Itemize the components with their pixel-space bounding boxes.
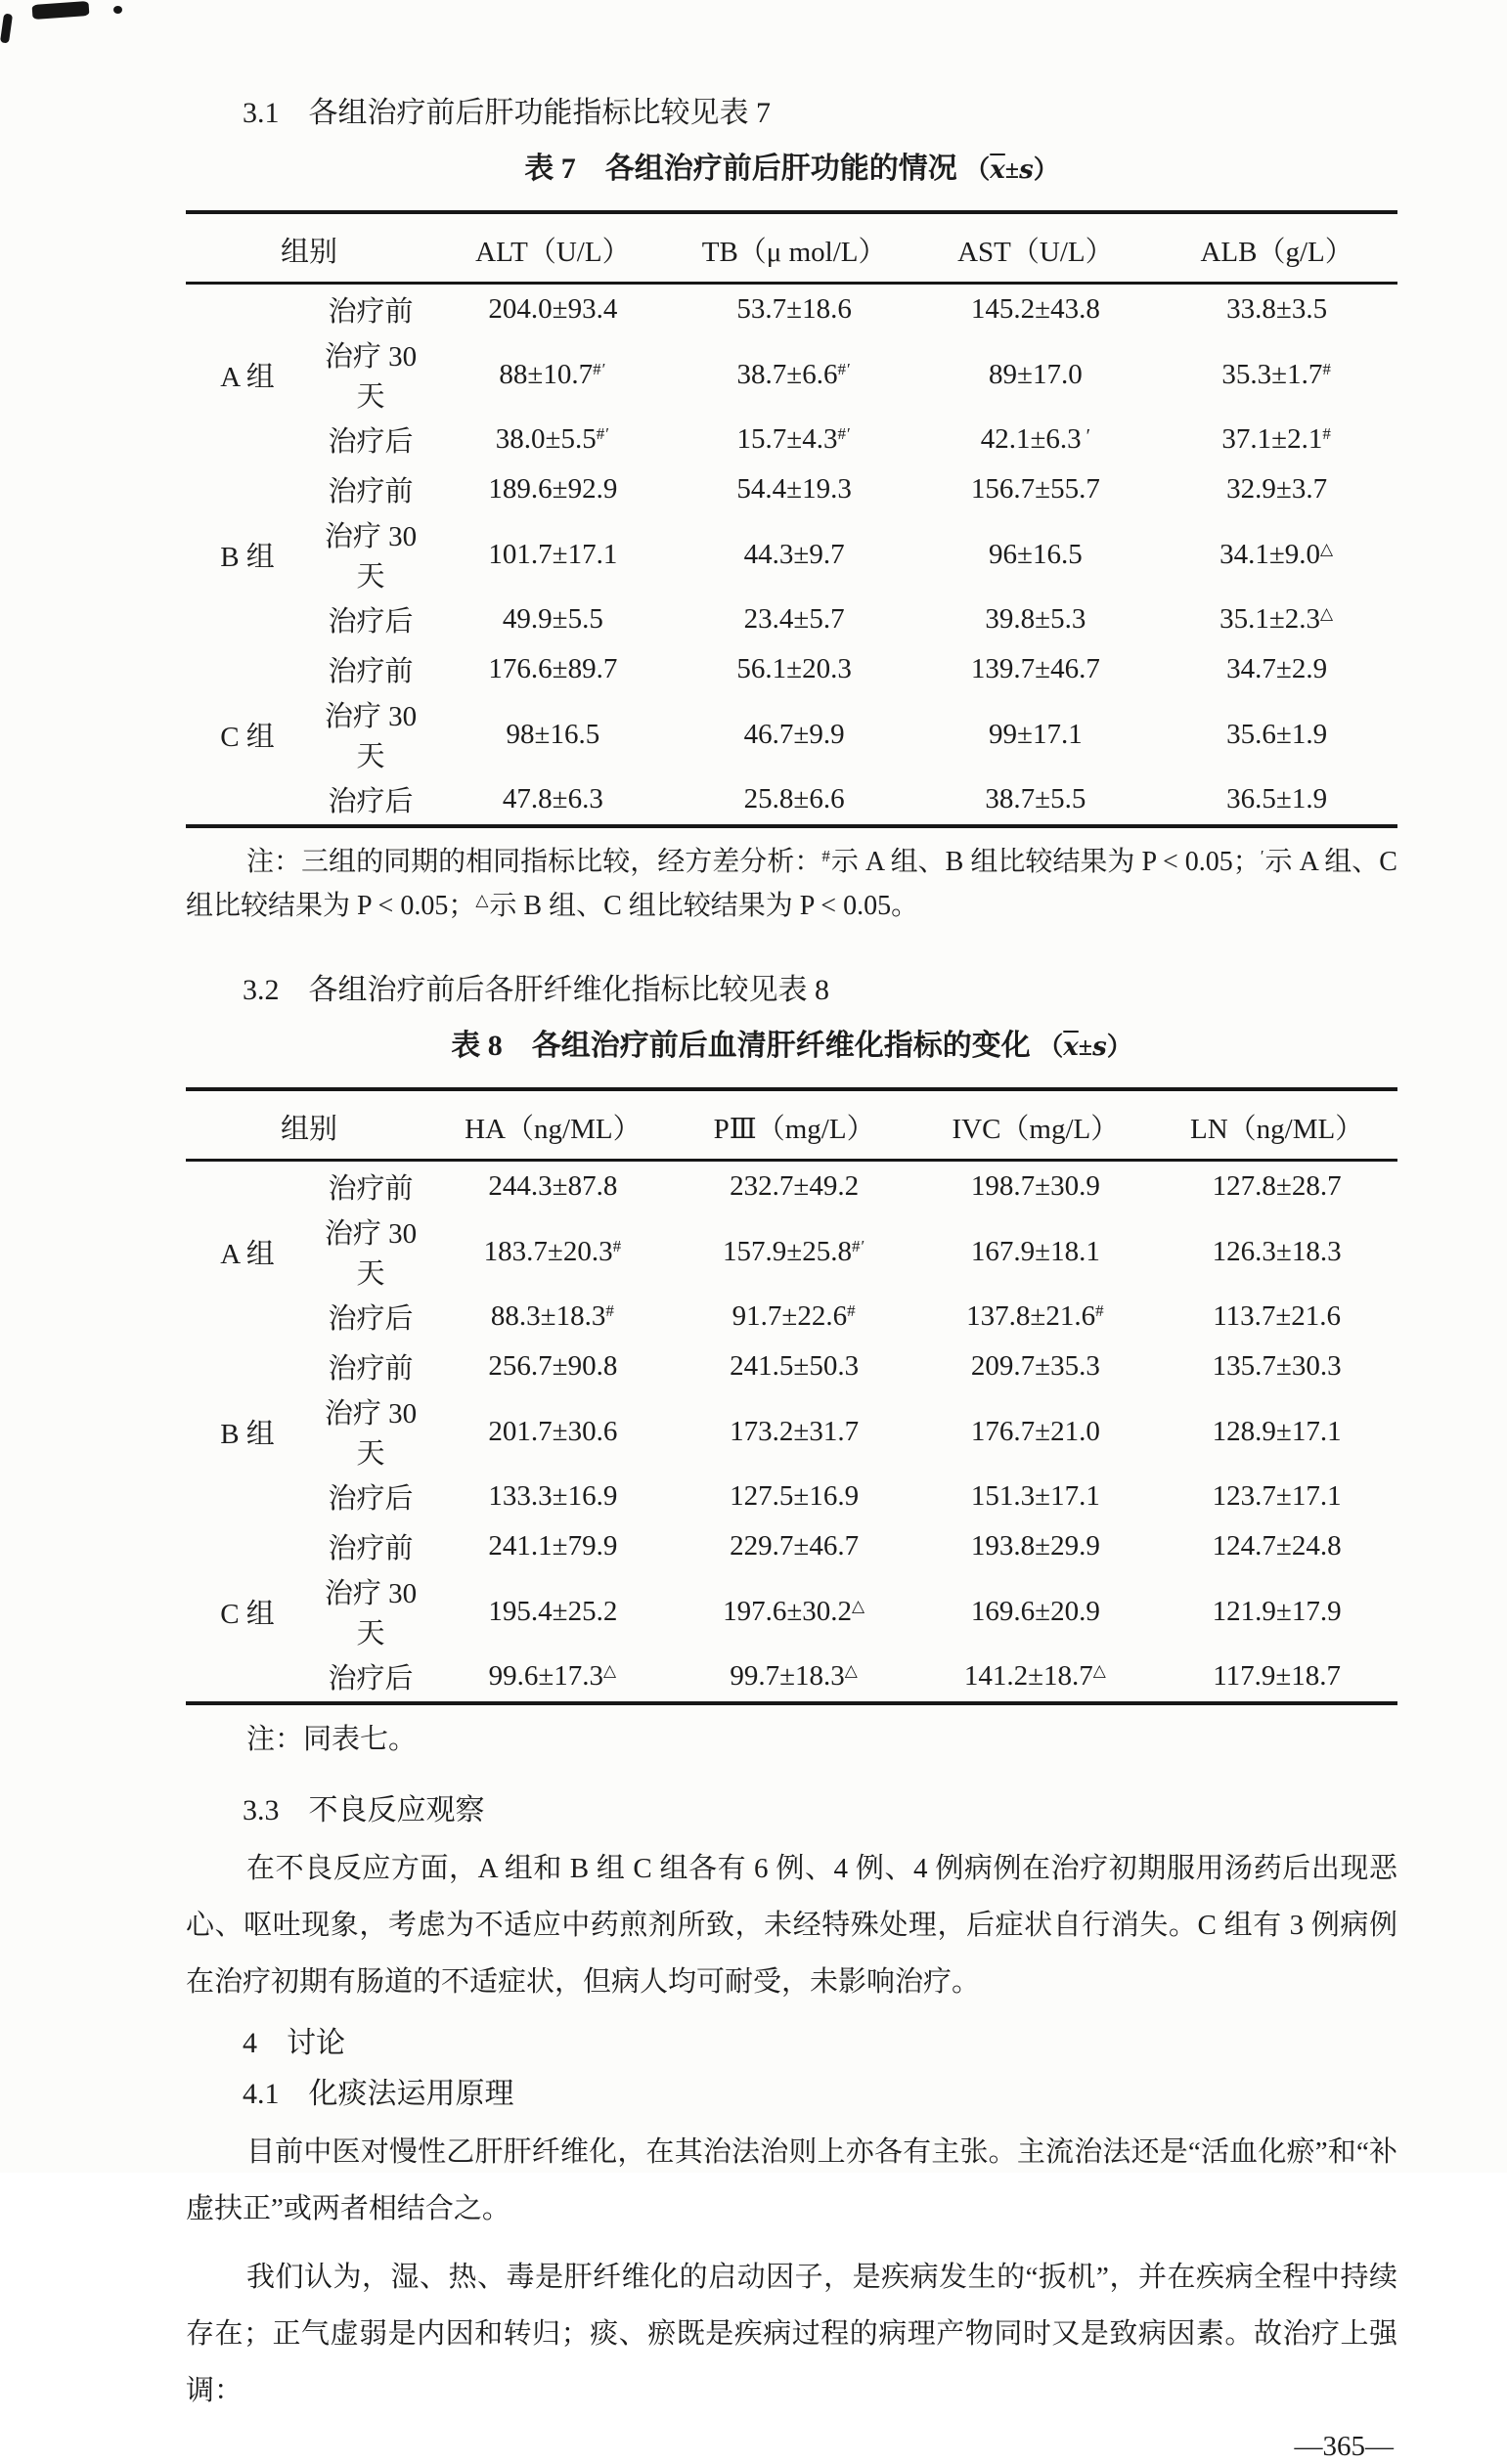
significance-marker: △ — [1320, 539, 1335, 558]
table8-header-row — [186, 1089, 1397, 1161]
phase-label: 治疗前 — [328, 296, 414, 328]
paragraph-adverse-reactions: 在不良反应方面，A 组和 B 组 C 组各有 6 例、4 例、4 例病例在治疗初期服用汤药后出现恶心、呕吐现象，考虑为不适应中药煎剂所致，未经特殊处理，后症状自行消失。C 组有 3 例病例在治疗初期有肠道的不适症状，但病人均可耐受，未影响治疗。 — [186, 1853, 1397, 1998]
col-header-ivc: IVC（mg/L） — [915, 1089, 1157, 1161]
table-row — [186, 1211, 1397, 1292]
table-row — [186, 774, 1397, 826]
value-cell: 42.1±6.3 ′ — [980, 423, 1091, 455]
phase-label: 治疗 30 天 — [324, 521, 418, 593]
phase-label: 治疗后 — [328, 1303, 414, 1335]
value-cell: 38.7±6.6#′ — [736, 358, 852, 390]
value-cell: 151.3±17.1 — [970, 1480, 1100, 1512]
value-cell: 256.7±90.8 — [488, 1350, 618, 1382]
value-cell: 189.6±92.9 — [488, 473, 618, 505]
value-cell: 56.1±20.3 — [736, 653, 852, 684]
value-cell: 145.2±43.8 — [970, 293, 1100, 325]
table7-header-row — [186, 212, 1397, 284]
value-cell: 126.3±18.3 — [1212, 1235, 1342, 1267]
table7-body — [186, 284, 1397, 827]
phase-label: 治疗前 — [328, 476, 414, 507]
value-cell: 128.9±17.1 — [1212, 1415, 1342, 1447]
table7-note — [186, 840, 1397, 928]
group-label — [186, 774, 309, 826]
table-row — [186, 644, 1397, 694]
hash-marker: # — [821, 847, 831, 865]
table-row — [186, 514, 1397, 594]
prime-marker: ′ — [1260, 847, 1265, 865]
value-cell: 37.1±2.1# — [1221, 423, 1332, 455]
value-cell: 99±17.1 — [989, 718, 1083, 750]
value-cell: 244.3±87.8 — [488, 1170, 618, 1202]
table7-caption — [186, 151, 1397, 189]
col-header-ha: HA（ng/ML） — [432, 1089, 674, 1161]
value-cell: 195.4±25.2 — [488, 1595, 618, 1627]
value-cell: 157.9±25.8#′ — [723, 1235, 866, 1267]
value-cell: 39.8±5.3 — [985, 603, 1086, 635]
value-cell: 98±16.5 — [506, 718, 600, 750]
table8-caption-text: 表 8 各组治疗前后血清肝纤维化指标的变化 — [451, 1030, 1031, 1062]
value-cell: 54.4±19.3 — [736, 473, 852, 505]
value-cell: 183.7±20.3# — [483, 1235, 623, 1267]
value-cell: 204.0±93.4 — [488, 293, 618, 325]
significance-marker: △ — [844, 1661, 859, 1680]
value-cell: 135.7±30.3 — [1212, 1350, 1342, 1382]
value-cell: 47.8±6.3 — [502, 783, 603, 814]
table-row — [186, 1521, 1397, 1571]
value-cell: 35.1±2.3△ — [1219, 603, 1335, 635]
section-heading-4-1: 4.1 化痰法运用原理 — [243, 2078, 514, 2110]
table-row — [186, 1391, 1397, 1472]
phase-label: 治疗前 — [328, 1173, 414, 1205]
significance-marker: △ — [852, 1596, 866, 1615]
significance-marker: # — [847, 1301, 857, 1320]
scan-artifact — [113, 6, 122, 14]
value-cell: 25.8±6.6 — [743, 783, 845, 814]
group-label: B 组 — [220, 1418, 275, 1450]
paragraph-discussion-2: 我们认为，湿、热、毒是肝纤维化的启动因子，是疾病发生的“扳机”，并在疾病全程中持续存在；正气虚弱是内因和转归；痰、瘀既是疾病过程的病理产物同时又是致病因素。故治疗上强调： — [186, 2262, 1397, 2406]
value-cell: 141.2±18.7△ — [963, 1660, 1107, 1692]
value-cell: 139.7±46.7 — [970, 653, 1100, 684]
table-7-liver-function — [186, 210, 1397, 828]
value-cell: 53.7±18.6 — [736, 293, 852, 325]
value-cell: 38.7±5.5 — [985, 783, 1086, 814]
group-label — [186, 1472, 309, 1521]
significance-marker: # — [1322, 424, 1332, 443]
significance-marker: △ — [1092, 1661, 1107, 1680]
group-label — [186, 1292, 309, 1342]
note-segment: 示 A 组、B 组比较结果为 P < 0.05； — [830, 847, 1261, 877]
phase-label: 治疗前 — [328, 1533, 414, 1564]
phase-label: 治疗前 — [328, 1353, 414, 1385]
value-cell: 173.2±31.7 — [730, 1415, 860, 1447]
value-cell: 176.7±21.0 — [970, 1415, 1100, 1447]
significance-marker: #′ — [837, 424, 852, 443]
table-row — [186, 334, 1397, 415]
col-header-group: 组别 — [186, 212, 432, 284]
value-cell: 88.3±18.3# — [490, 1300, 615, 1332]
table-row — [186, 1161, 1397, 1212]
table-row — [186, 1472, 1397, 1521]
value-cell: 113.7±21.6 — [1213, 1300, 1342, 1332]
group-label — [186, 284, 309, 335]
phase-label: 治疗后 — [328, 1483, 414, 1515]
table-row — [186, 1292, 1397, 1342]
value-cell: 124.7±24.8 — [1212, 1530, 1342, 1562]
value-cell: 33.8±3.5 — [1226, 293, 1328, 325]
stat-s: s — [1019, 155, 1034, 185]
value-cell: 35.6±1.9 — [1226, 718, 1328, 750]
value-cell: 241.5±50.3 — [730, 1350, 860, 1382]
group-label: B 组 — [220, 541, 275, 573]
stat-plusminus: ± — [1004, 155, 1020, 184]
group-label — [186, 415, 309, 464]
group-label — [186, 1521, 309, 1571]
value-cell: 99.7±18.3△ — [730, 1660, 859, 1692]
value-cell: 44.3±9.7 — [743, 538, 845, 570]
group-label: C 组 — [220, 1598, 275, 1630]
col-header-group: 组别 — [186, 1089, 432, 1161]
col-header-ln: LN（ng/ML） — [1156, 1089, 1397, 1161]
phase-label: 治疗后 — [328, 606, 414, 638]
value-cell: 38.0±5.5#′ — [495, 423, 610, 455]
value-cell: 35.3±1.7# — [1221, 358, 1332, 390]
stat-s: s — [1092, 1033, 1107, 1062]
col-header-alb: ALB（g/L） — [1156, 212, 1397, 284]
value-cell: 156.7±55.7 — [970, 473, 1100, 505]
stat-xbar: $\overline{x}$ — [990, 155, 1005, 185]
note-segment: 注：三组的同期的相同指标比较，经方差分析： — [246, 847, 822, 877]
group-label — [186, 594, 309, 644]
value-cell: 123.7±17.1 — [1212, 1480, 1342, 1512]
table-row — [186, 1342, 1397, 1391]
stat-open-paren: （ — [1038, 1033, 1064, 1061]
value-cell: 201.7±30.6 — [488, 1415, 618, 1447]
section-heading-4: 4 讨论 — [243, 2027, 345, 2059]
col-header-p3: PⅢ（mg/L） — [674, 1089, 915, 1161]
table-row — [186, 694, 1397, 774]
table8-body — [186, 1161, 1397, 1704]
table-row — [186, 415, 1397, 464]
value-cell: 241.1±79.9 — [488, 1530, 618, 1562]
value-cell: 176.6±89.7 — [488, 653, 618, 684]
section-heading-3-1: 3.1 各组治疗前后肝功能指标比较见表 7 — [243, 97, 771, 129]
value-cell: 46.7±9.9 — [743, 718, 845, 750]
significance-marker: #′ — [596, 424, 610, 443]
phase-label: 治疗 30 天 — [324, 341, 418, 413]
section-heading-3-3: 3.3 不良反应观察 — [243, 1794, 485, 1826]
value-cell: 32.9±3.7 — [1226, 473, 1328, 505]
value-cell: 34.1±9.0△ — [1219, 538, 1335, 570]
triangle-marker: △ — [475, 891, 490, 909]
page-number: —365— — [1294, 2431, 1394, 2462]
group-label: C 组 — [220, 721, 275, 753]
value-cell: 89±17.0 — [989, 358, 1083, 390]
group-label: A 组 — [220, 1238, 275, 1270]
value-cell: 101.7±17.1 — [488, 538, 618, 570]
significance-marker: # — [605, 1301, 615, 1320]
significance-marker: #′ — [851, 1236, 866, 1255]
table-row — [186, 284, 1397, 335]
phase-label: 治疗 30 天 — [324, 1398, 418, 1470]
value-cell: 209.7±35.3 — [970, 1350, 1100, 1382]
scan-speck: ′ — [1081, 425, 1091, 447]
value-cell: 36.5±1.9 — [1226, 783, 1328, 814]
value-cell: 133.3±16.9 — [488, 1480, 618, 1512]
value-cell: 169.6±20.9 — [970, 1595, 1100, 1627]
stat-xbar: $\overline{x}$ — [1063, 1033, 1079, 1062]
stat-notation — [964, 155, 1058, 184]
group-label — [186, 1342, 309, 1391]
table-row — [186, 594, 1397, 644]
value-cell: 198.7±30.9 — [970, 1170, 1100, 1202]
significance-marker: # — [1095, 1301, 1105, 1320]
phase-label: 治疗 30 天 — [324, 701, 418, 772]
value-cell: 91.7±22.6# — [731, 1300, 857, 1332]
note-segment: 示 B 组、C 组比较结果为 P < 0.05。 — [489, 891, 919, 921]
stat-close-paren: ） — [1033, 155, 1059, 184]
value-cell: 232.7±49.2 — [730, 1170, 860, 1202]
phase-label: 治疗 30 天 — [324, 1578, 418, 1650]
phase-label: 治疗后 — [328, 1663, 414, 1694]
value-cell: 117.9±18.7 — [1213, 1660, 1342, 1692]
significance-marker: #′ — [837, 359, 852, 378]
table7-caption-text: 表 7 各组治疗前后肝功能的情况 — [524, 153, 957, 185]
note-segment: 示 A 组、C 组比较结果为 P < 0.05； — [186, 847, 1397, 921]
table-row — [186, 1571, 1397, 1651]
value-cell: 49.9±5.5 — [502, 603, 603, 635]
value-cell: 88±10.7#′ — [499, 358, 607, 390]
significance-marker: △ — [1320, 604, 1335, 623]
significance-marker: △ — [603, 1661, 618, 1680]
value-cell: 96±16.5 — [989, 538, 1083, 570]
phase-label: 治疗前 — [328, 656, 414, 687]
value-cell: 167.9±18.1 — [970, 1235, 1100, 1267]
stat-open-paren: （ — [964, 155, 991, 184]
stat-notation — [1038, 1033, 1131, 1061]
stat-plusminus: ± — [1078, 1033, 1093, 1061]
value-cell: 137.8±21.6# — [966, 1300, 1105, 1332]
significance-marker: # — [1322, 359, 1332, 378]
value-cell: 121.9±17.9 — [1212, 1595, 1342, 1627]
table8-note: 注：同表七。 — [246, 1724, 418, 1755]
value-cell: 229.7±46.7 — [730, 1530, 860, 1562]
value-cell: 34.7±2.9 — [1226, 653, 1328, 684]
group-label — [186, 1651, 309, 1703]
value-cell: 193.8±29.9 — [970, 1530, 1100, 1562]
value-cell: 99.6±17.3△ — [488, 1660, 618, 1692]
value-cell: 127.8±28.7 — [1212, 1170, 1342, 1202]
phase-label: 治疗后 — [328, 786, 414, 817]
value-cell: 197.6±30.2△ — [723, 1595, 866, 1627]
table-8-fibrosis-markers — [186, 1087, 1397, 1705]
value-cell: 127.5±16.9 — [730, 1480, 860, 1512]
significance-marker: #′ — [593, 359, 607, 378]
section-heading-3-2: 3.2 各组治疗前后各肝纤维化指标比较见表 8 — [243, 974, 829, 1006]
col-header-ast: AST（U/L） — [915, 212, 1157, 284]
group-label: A 组 — [220, 361, 275, 393]
table8-caption — [186, 1028, 1397, 1066]
stat-close-paren: ） — [1106, 1033, 1132, 1061]
value-cell: 15.7±4.3#′ — [736, 423, 852, 455]
group-label — [186, 464, 309, 514]
value-cell: 23.4±5.7 — [743, 603, 845, 635]
group-label — [186, 644, 309, 694]
phase-label: 治疗后 — [328, 426, 414, 458]
paragraph-discussion-1: 目前中医对慢性乙肝肝纤维化，在其治法治则上亦各有主张。主流治法还是“活血化瘀”和“补虚扶正”或两者相结合之。 — [186, 2136, 1397, 2224]
phase-label: 治疗 30 天 — [324, 1218, 418, 1290]
group-label — [186, 1161, 309, 1212]
col-header-alt: ALT（U/L） — [432, 212, 674, 284]
table-row — [186, 1651, 1397, 1703]
significance-marker: # — [612, 1236, 623, 1255]
col-header-tb: TB（μ mol/L） — [674, 212, 915, 284]
table-row — [186, 464, 1397, 514]
